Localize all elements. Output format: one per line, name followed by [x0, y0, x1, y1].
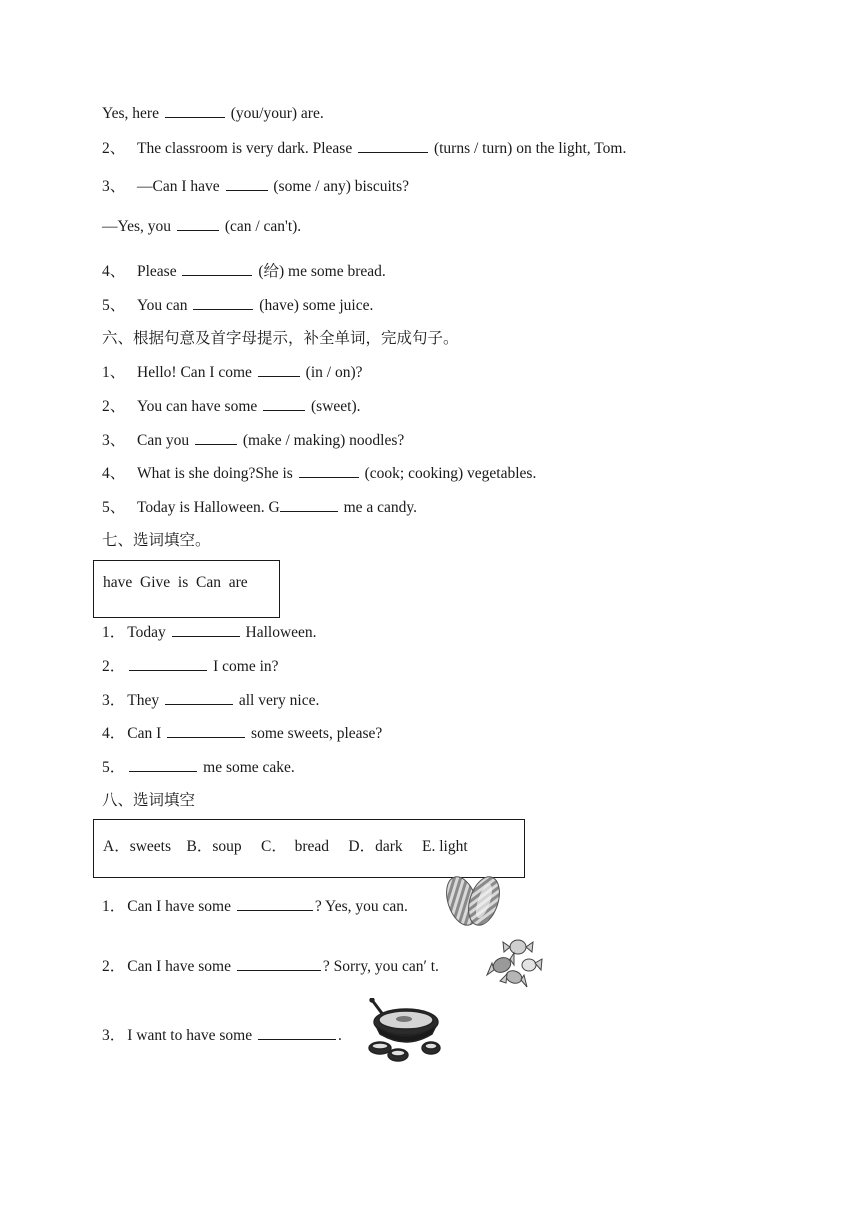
- question-line: 5、 Today is Halloween. G me a candy.: [102, 499, 418, 516]
- answer-blank[interactable]: [299, 465, 359, 478]
- question-line: Yes, here (you/your) are.: [102, 105, 324, 122]
- word-bank-box: [93, 819, 525, 878]
- question-line: 2． Can I have some ? Sorry, you can′ t.: [102, 958, 439, 975]
- question-line: 4． Can I some sweets, please?: [102, 725, 383, 742]
- question-line: 2． I come in?: [102, 658, 279, 675]
- answer-blank[interactable]: [237, 898, 313, 911]
- answer-blank[interactable]: [165, 105, 225, 118]
- section-title: 七、选词填空。: [102, 532, 211, 549]
- question-line: 3． I want to have some .: [102, 1027, 342, 1044]
- question-line: 3． They all very nice.: [102, 692, 320, 709]
- answer-blank[interactable]: [237, 958, 321, 971]
- question-line: —Yes, you (can / can't).: [102, 218, 302, 235]
- answer-blank[interactable]: [263, 398, 305, 411]
- section-title: 八、选词填空: [102, 792, 196, 809]
- question-line: 1、 Hello! Can I come (in / on)?: [102, 364, 363, 381]
- answer-blank[interactable]: [258, 1027, 336, 1040]
- word-bank-box: [93, 560, 280, 618]
- word-bank: have Give is Can are: [103, 574, 248, 591]
- answer-blank[interactable]: [129, 759, 197, 772]
- answer-blank[interactable]: [193, 297, 253, 310]
- question-line: 1． Can I have some ? Yes, you can.: [102, 898, 408, 915]
- answer-blank[interactable]: [226, 178, 268, 191]
- question-line: 4、 Please (给) me some bread.: [102, 263, 386, 280]
- answer-blank[interactable]: [165, 692, 233, 705]
- bread-icon: [440, 874, 508, 928]
- answer-blank[interactable]: [182, 263, 252, 276]
- section-title: 六、根据句意及首字母提示，补全单词，完成句子。: [102, 330, 459, 347]
- question-line: 3、 —Can I have (some / any) biscuits?: [102, 178, 409, 195]
- question-line: 2、 You can have some (sweet).: [102, 398, 361, 415]
- answer-blank[interactable]: [129, 658, 207, 671]
- answer-blank[interactable]: [195, 432, 237, 445]
- answer-blank[interactable]: [280, 499, 338, 512]
- question-line: 5、 You can (have) some juice.: [102, 297, 374, 314]
- question-line: 1． Today Halloween.: [102, 624, 317, 641]
- question-line: 5． me some cake.: [102, 759, 295, 776]
- question-line: 2、 The classroom is very dark. Please (turns / turn) on the light, Tom.: [102, 140, 627, 157]
- answer-blank[interactable]: [172, 624, 240, 637]
- soup-icon: [364, 998, 446, 1064]
- answer-blank[interactable]: [258, 364, 300, 377]
- answer-blank[interactable]: [177, 218, 219, 231]
- question-line: 3、 Can you (make / making) noodles?: [102, 432, 405, 449]
- question-line: 4、 What is she doing?She is (cook; cooking) vegetables.: [102, 465, 537, 482]
- word-bank: A．sweets B．soup C． bread D．dark E. light: [103, 838, 468, 855]
- sweets-icon: [484, 935, 544, 989]
- answer-blank[interactable]: [358, 140, 428, 153]
- answer-blank[interactable]: [167, 725, 245, 738]
